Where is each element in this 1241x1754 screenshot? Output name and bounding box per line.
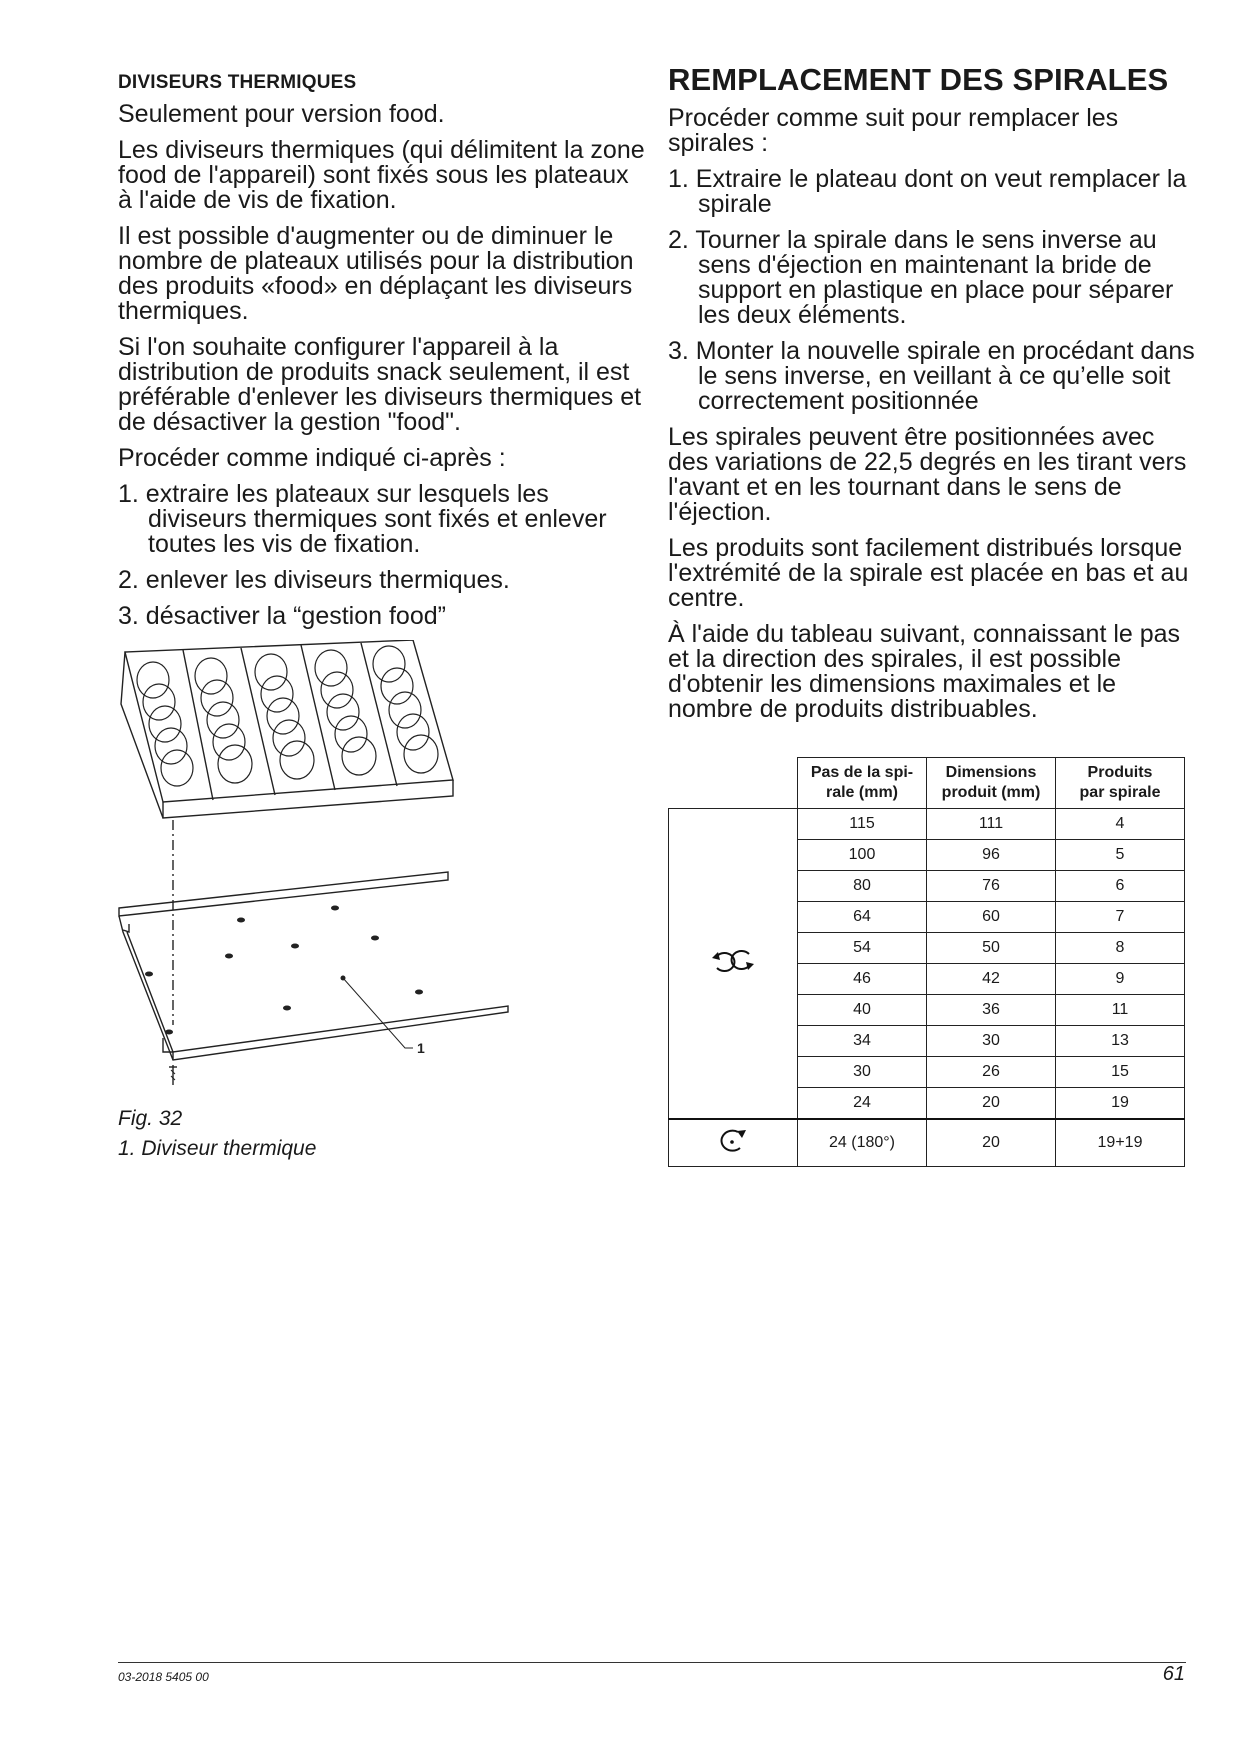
table-cell: 24 (180°) [798, 1119, 927, 1167]
single-spiral-rotation-icon [716, 1126, 750, 1156]
table-row [669, 1119, 1185, 1167]
table-cell: 11 [1056, 995, 1185, 1026]
list-item: 3. désactiver la “gestion food” [118, 602, 446, 630]
column-header-dimensions [927, 758, 1056, 809]
paragraph: Si l'on souhaite configurer l'appareil à la distribution de produits snack seulement, il est préférable d'enlever les diviseurs thermiques et de désactiver la gestion "food". [118, 333, 642, 436]
header-line: Pas de la spi- [810, 764, 914, 781]
table-cell: 20 [927, 1119, 1056, 1167]
figure-title: Fig. 32 [118, 1107, 183, 1130]
table-cell: 19+19 [1056, 1119, 1185, 1167]
column-header-products [1056, 758, 1185, 809]
table-row [669, 809, 1185, 840]
left-steps-list [118, 482, 648, 629]
list-item: 3. Monter la nouvelle spirale en procédant dans le sens inverse, en veillant à ce qu’elle soit correctement positionnée [668, 337, 1195, 415]
page-number: 61 [1162, 1663, 1185, 1685]
table-cell: 64 [798, 902, 927, 933]
table-cell: 13 [1056, 1026, 1185, 1057]
spiral-spec-table [668, 757, 1185, 1167]
single-spiral-cell [669, 1119, 798, 1167]
table-cell: 42 [927, 964, 1056, 995]
table-cell: 76 [927, 871, 1056, 902]
table-cell: 8 [1056, 933, 1185, 964]
table-header-row [669, 758, 1185, 809]
right-column [668, 62, 1198, 733]
table-cell: 80 [798, 871, 927, 902]
header-line: produit (mm) [941, 784, 1041, 801]
table-cell: 54 [798, 933, 927, 964]
paragraph: Il est possible d'augmenter ou de diminuer le nombre de plateaux utilisés pour la distribution des produits «food» en déplaçant les diviseurs thermiques. [118, 222, 634, 325]
paragraph: Les spirales peuvent être positionnées avec des variations de 22,5 degrés en les tirant vers l'avant et en les tournant dans le sens de l'éjection. [668, 423, 1187, 526]
header-line: rale (mm) [825, 784, 899, 801]
thermal-divider-figure [113, 640, 523, 1100]
table-cell: 111 [927, 809, 1056, 840]
document-code: 03-2018 5405 00 [118, 1670, 209, 1684]
table-cell: 36 [927, 995, 1056, 1026]
table-cell: 60 [927, 902, 1056, 933]
table-cell: 5 [1056, 840, 1185, 871]
column-header-pitch [798, 758, 927, 809]
table-cell: 15 [1056, 1057, 1185, 1088]
paragraph: Procéder comme suit pour remplacer les spirales : [668, 104, 1119, 157]
table-cell: 40 [798, 995, 927, 1026]
paragraph: Procéder comme indiqué ci-après : [118, 444, 506, 472]
figure-caption [118, 1104, 316, 1164]
table-cell: 6 [1056, 871, 1185, 902]
table-cell: 30 [927, 1026, 1056, 1057]
table-cell: 46 [798, 964, 927, 995]
paragraph: Seulement pour version food. [118, 100, 445, 128]
table-cell: 34 [798, 1026, 927, 1057]
table-cell: 7 [1056, 902, 1185, 933]
right-steps-list [668, 167, 1198, 414]
table-cell: 24 [798, 1088, 927, 1120]
header-line: Produits [1087, 764, 1153, 781]
callout-number: 1 [417, 1040, 425, 1056]
table-cell: 19 [1056, 1088, 1185, 1120]
table-cell: 26 [927, 1057, 1056, 1088]
table-corner [669, 758, 798, 809]
list-item: 2. enlever les diviseurs thermiques. [118, 566, 510, 594]
list-item: 1. Extraire le plateau dont on veut remplacer la spirale [668, 165, 1187, 218]
table-cell: 4 [1056, 809, 1185, 840]
list-item: 1. extraire les plateaux sur lesquels les diviseurs thermiques sont fixés et enlever toutes les vis de fixation. [118, 480, 607, 558]
header-line: par spirale [1079, 784, 1161, 801]
double-spiral-cell [669, 809, 798, 1120]
table-cell: 20 [927, 1088, 1056, 1120]
table-cell: 100 [798, 840, 927, 871]
table-cell: 115 [798, 809, 927, 840]
left-column [118, 72, 648, 640]
table-cell: 9 [1056, 964, 1185, 995]
figure-legend: 1. Diviseur thermique [118, 1137, 317, 1160]
footer-divider [118, 1662, 1186, 1663]
table-cell: 30 [798, 1057, 927, 1088]
list-item: 2. Tourner la spirale dans le sens inverse au sens d'éjection en maintenant la bride de support en plastique en place pour séparer les deux éléments. [668, 226, 1174, 329]
double-spiral-rotation-icon [711, 946, 755, 976]
paragraph: Les diviseurs thermiques (qui délimitent la zone food de l'appareil) sont fixés sous les plateaux à l'aide de vis de fixation. [118, 136, 645, 214]
paragraph: Les produits sont facilement distribués lorsque l'extrémité de la spirale est placée en bas et au centre. [668, 534, 1189, 612]
paragraph: À l'aide du tableau suivant, connaissant le pas et la direction des spirales, il est possible d'obtenir les dimensions maximales et le nombre de produits distribuables. [668, 620, 1181, 723]
table-cell: 96 [927, 840, 1056, 871]
table-cell: 50 [927, 933, 1056, 964]
header-line: Dimensions [945, 764, 1037, 781]
section-heading-thermal-dividers: DIVISEURS THERMIQUES [118, 72, 357, 93]
section-heading-spiral-replacement: REMPLACEMENT DES SPIRALES [668, 62, 1169, 97]
